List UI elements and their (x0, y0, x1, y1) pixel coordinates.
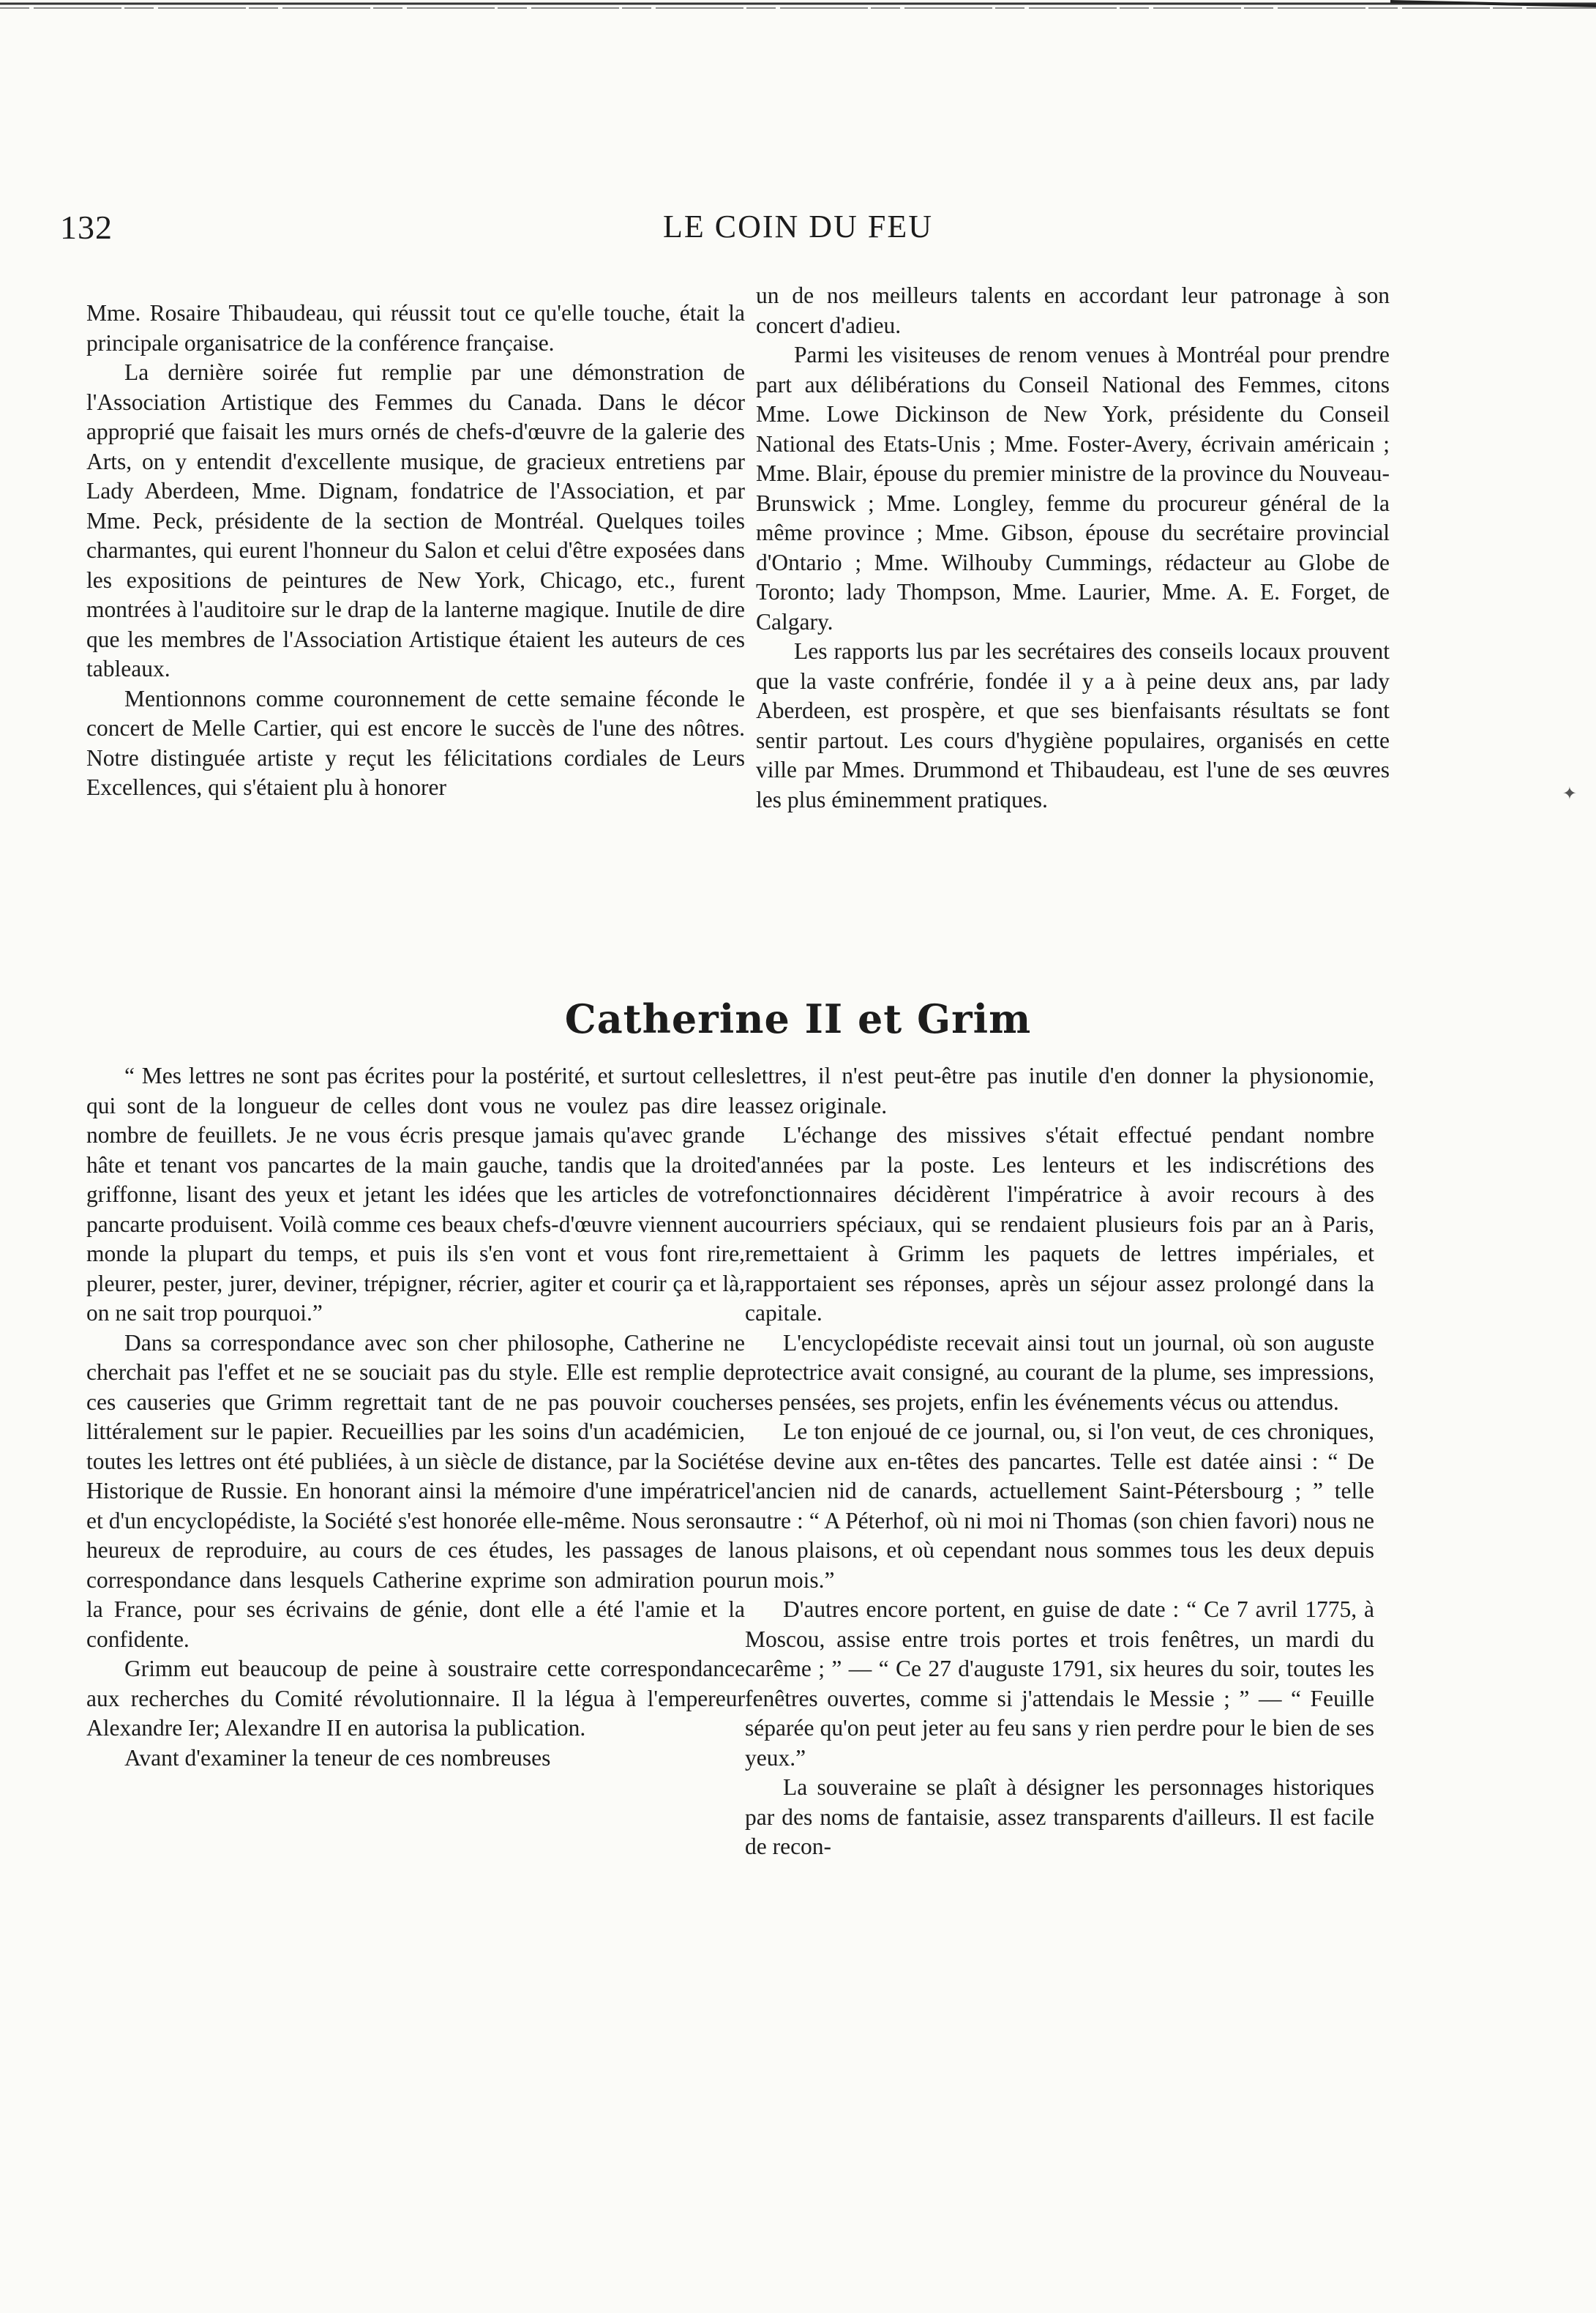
top-scan-border (0, 0, 1596, 15)
top-right-column (756, 281, 1390, 815)
paragraph: La souveraine se plaît à désigner les personnages historiques par des noms de fantaisie, assez transparents d'ailleurs. Il est facile de recon- (745, 1774, 1374, 1859)
article-left-column (86, 1061, 745, 1773)
article-right-column (745, 1061, 1374, 1862)
top-left-column (86, 299, 745, 803)
article-title: Catherine II et Grim (564, 995, 1032, 1042)
paragraph: D'autres encore portent, en guise de date : “ Ce 7 avril 1775, à Moscou, assise entre trois portes et trois fenêtres, un mardi du carême ; ” — “ Ce 27 d'auguste 1791, six heures du soir, toutes les fenêtres ouvertes, comme si j'attendais le Messie ; ” — “ Feuille séparée qu'on peut jeter au feu sans y rien perdre pour le bien de ses yeux.” (745, 1596, 1374, 1771)
paragraph: L'échange des missives s'était effectué pendant nombre d'années par la poste. Les lenteurs et les indiscrétions des fonctionnaires décidèrent l'impératrice à avoir recours à des courriers spéciaux, qui se rendaient plusieurs fois par an à Paris, remettaient à Grimm les paquets de lettres impériales, et rapportaient ses réponses, après un séjour assez prolongé dans la capitale. (745, 1122, 1374, 1326)
paragraph: Mme. Rosaire Thibaudeau, qui réussit tout ce qu'elle touche, était la principale organisatrice de la conférence française. (86, 300, 745, 356)
paragraph: Grimm eut beaucoup de peine à soustraire cette correspondance aux recherches du Comité révolutionnaire. Il la légua à l'empereur Alexandre Ier; Alexandre II en autorisa la publication. (86, 1656, 745, 1741)
paragraph: Dans sa correspondance avec son cher philosophe, Catherine ne cherchait pas l'effet et ne se souciait pas du style. Elle est remplie de ces causeries que Grimm regrettait tant de ne pas pouvoir coucher littéralement sur le papier. Recueillies par les soins d'un académicien, toutes les lettres ont été publiées, à un siècle de distance, par la Société Historique de Russie. En honorant ainsi la mémoire d'une impératrice et d'un encyclopédiste, la Société s'est honorée elle-même. Nous serons heureux de reproduire, au cours de ces études, les passages de la correspondance dans lesquels Catherine exprime son admiration pour la France, pour ses écrivains de génie, dont elle a été l'amie et la confidente. (86, 1329, 745, 1652)
paragraph: La dernière soirée fut remplie par une démonstration de l'Association Artistique des Femmes du Canada. Dans le décor approprié que faisait les murs ornés de chefs-d'œuvre de la galerie des Arts, on y entendit d'excellente musique, de gracieux entretiens par Lady Aberdeen, Mme. Dignam, fondatrice de l'Association, et par Mme. Peck, présidente de la section de Montréal. Quelques toiles charmantes, qui eurent l'honneur du Salon et celui d'être exposées dans les expositions de peintures de New York, Chicago, etc., furent montrées à l'auditoire sur le drap de la lanterne magique. Inutile de dire que les membres de l'Association Artistique étaient les auteurs de ces tableaux. (86, 359, 745, 681)
paragraph: Parmi les visiteuses de renom venues à Montréal pour prendre part aux délibérations du Conseil National des Femmes, citons Mme. Lowe Dickinson de New York, présidente du Conseil National des Etats-Unis ; Mme. Foster-Avery, écrivain américain ; Mme. Blair, épouse du premier ministre de la province du Nouveau-Brunswick ; Mme. Longley, femme du procureur général de la même province ; Mme. Gibson, épouse du secrétaire provincial d'Ontario ; Mme. Wilhouby Cummings, rédacteur au Globe de Toronto; lady Thompson, Mme. Laurier, Mme. A. E. Forget, de Calgary. (756, 342, 1390, 635)
paragraph: lettres, il n'est peut-être pas inutile d'en donner la physionomie, assez originale. (745, 1063, 1374, 1118)
paragraph: un de nos meilleurs talents en accordant leur patronage à son concert d'adieu. (756, 283, 1390, 338)
margin-speck: ✦ (1562, 785, 1577, 804)
paragraph: L'encyclopédiste recevait ainsi tout un journal, où son auguste protectrice avait consigné, au courant de la plume, ses impressions, ses pensées, ses projets, enfin les événements vécus ou attendus. (745, 1329, 1374, 1415)
running-title: LE COIN DU FEU (663, 209, 933, 244)
paragraph: Avant d'examiner la teneur de ces nombreuses (124, 1744, 551, 1771)
paragraph: Les rapports lus par les secrétaires des conseils locaux prouvent que la vaste confrérie, fondée il y a à peine deux ans, par lady Aberdeen, est prospère, et que ses bienfaisants résultats se font sentir partout. Les cours d'hygiène populaires, organisés en cette ville par Mmes. Drummond et Thibaudeau, est l'une de ses œuvres les plus éminemment pratiques. (756, 638, 1390, 812)
paragraph: “ Mes lettres ne sont pas écrites pour la postérité, et surtout celles qui sont de la longueur de celles dont vous ne voulez pas dire le nombre de feuillets. Je ne vous écris presque jamais qu'avec grande hâte et tenant vos pancartes de la main gauche, tandis que la droite griffonne, lisant des yeux et jetant les idées que les articles de votre pancarte produisent. Voilà comme ces beaux chefs-d'œuvre viennent au monde la plupart du temps, et puis ils s'en vont et vous font rire, pleurer, pester, jurer, deviner, trépigner, récrier, agiter et courir ça et là, on ne sait trop pourquoi.” (86, 1063, 745, 1326)
paragraph: Le ton enjoué de ce journal, ou, si l'on veut, de ces chroniques, se devine aux en-têtes des pancartes. Telle est datée ainsi : “ De l'ancien nid de canards, actuellement Saint-Pétersbourg ; ” telle autre : “ A Péterhof, où ni moi ni Thomas (son chien favori) nous ne nous plaisons, et où cependant nous sommes tous les deux depuis un mois.” (745, 1419, 1374, 1593)
page-number: 132 (60, 209, 113, 246)
paragraph: Mentionnons comme couronnement de cette semaine féconde le concert de Melle Cartier, qui est encore le succès de l'une des nôtres. Notre distinguée artiste y reçut les félicitations cordiales de Leurs Excellences, qui s'étaient plu à honorer (86, 685, 745, 800)
